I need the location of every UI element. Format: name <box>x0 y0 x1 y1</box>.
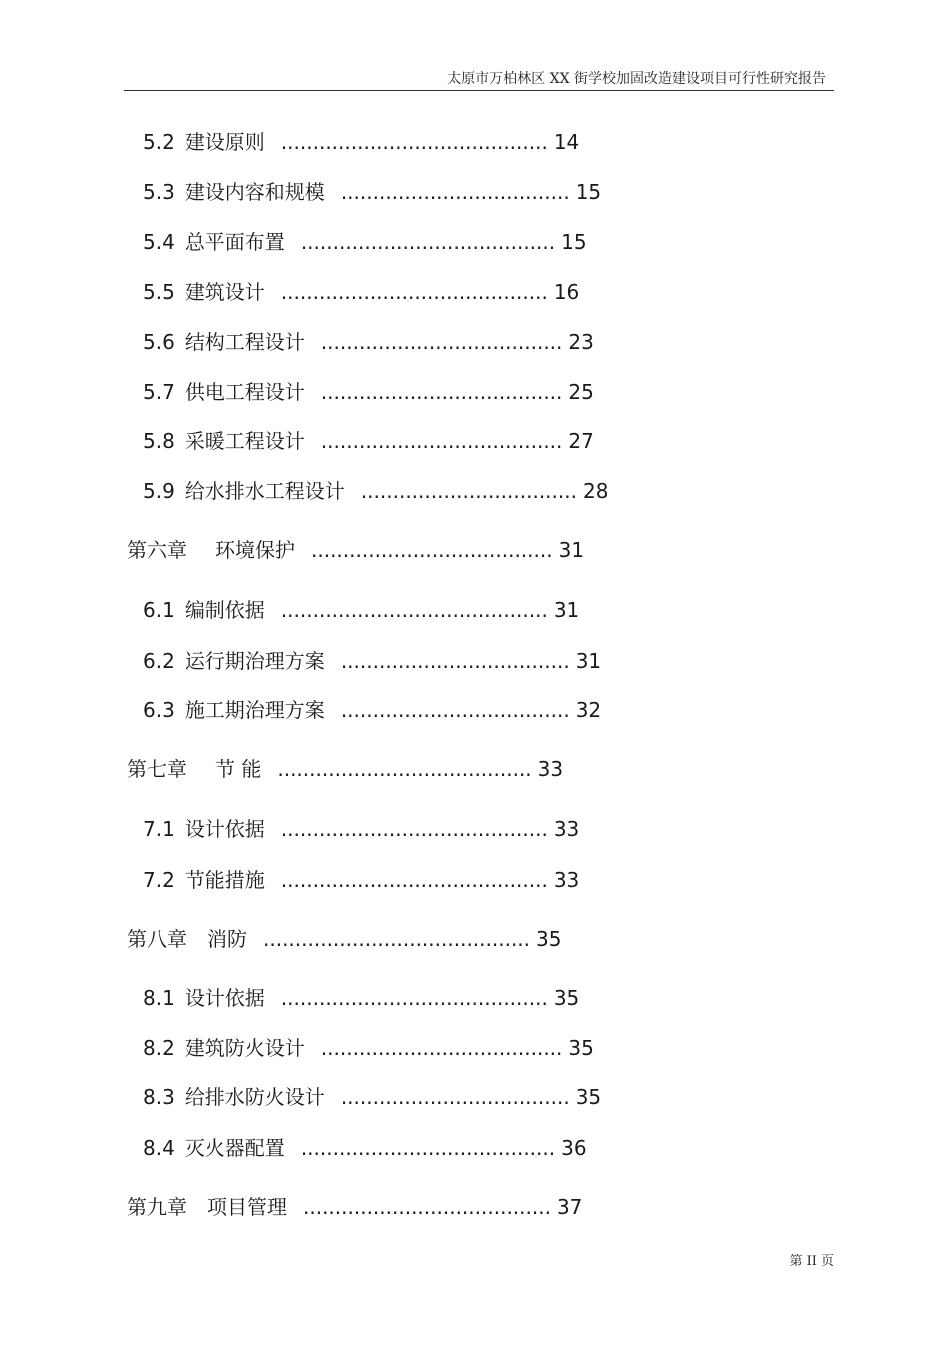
toc-chapter-7[interactable] <box>127 754 563 784</box>
toc-label: 采暖工程设计 <box>184 429 305 453</box>
toc-entry-5-5[interactable] <box>143 277 579 307</box>
toc-entry-7-2[interactable] <box>143 865 579 895</box>
toc-leader-dots: .......................................... <box>280 280 548 304</box>
toc-number: 7.2 <box>143 868 175 892</box>
toc-label: 设计依据 <box>184 986 265 1010</box>
toc-entry-8-3[interactable] <box>143 1082 601 1112</box>
toc-label: 给排水防火设计 <box>184 1085 325 1109</box>
toc-entry-5-8[interactable] <box>143 426 594 456</box>
toc-chapter-title: 环境保护 <box>215 538 295 562</box>
toc-leader-dots: ...................................... <box>320 380 563 404</box>
toc-entry-7-1[interactable] <box>143 814 579 844</box>
toc-page-number: 15 <box>575 180 602 204</box>
toc-leader-dots: ....................................... <box>303 1195 551 1219</box>
toc-number: 8.1 <box>143 986 175 1010</box>
toc-page-number: 27 <box>568 429 594 453</box>
toc-entry-5-6[interactable] <box>143 327 594 357</box>
toc-number: 8.3 <box>143 1085 175 1109</box>
toc-number: 8.4 <box>143 1136 175 1160</box>
header-title: 太原市万柏林区 XX 街学校加固改造建设项目可行性研究报告 <box>447 71 826 87</box>
toc-label: 设计依据 <box>184 817 265 841</box>
toc-label: 运行期治理方案 <box>184 649 325 673</box>
toc-page-number: 32 <box>575 698 602 722</box>
toc-chapter-title: 项目管理 <box>207 1195 287 1219</box>
toc-number: 5.5 <box>143 280 175 304</box>
toc-page-number: 35 <box>536 927 562 951</box>
toc-leader-dots: ...................................... <box>320 1036 563 1060</box>
toc-leader-dots: ...................................... <box>311 538 553 562</box>
toc-page-number: 33 <box>537 757 564 781</box>
toc-page-number: 31 <box>575 649 602 673</box>
toc-leader-dots: .......................................... <box>263 927 531 951</box>
toc-number: 5.6 <box>143 330 175 354</box>
toc-entry-5-3[interactable] <box>143 177 601 207</box>
toc-label: 编制依据 <box>184 598 265 622</box>
toc-entry-6-1[interactable] <box>143 595 579 625</box>
toc-leader-dots: ........................................ <box>300 230 556 254</box>
toc-entry-8-2[interactable] <box>143 1033 594 1063</box>
toc-entry-5-7[interactable] <box>143 377 594 407</box>
toc-entry-5-4[interactable] <box>143 227 587 257</box>
toc-page-number: 23 <box>568 330 594 354</box>
toc-number: 5.3 <box>143 180 175 204</box>
toc-leader-dots: ...................................... <box>320 429 563 453</box>
toc-leader-dots: .................................... <box>340 698 570 722</box>
toc-leader-dots: .................................... <box>340 649 570 673</box>
toc-number: 7.1 <box>143 817 175 841</box>
toc-entry-8-1[interactable] <box>143 983 579 1013</box>
toc-chapter-6[interactable] <box>127 535 584 565</box>
toc-leader-dots: ...................................... <box>320 330 563 354</box>
toc-page-number: 33 <box>553 817 580 841</box>
toc-entry-5-2[interactable] <box>143 127 579 157</box>
toc-page-number: 35 <box>568 1036 594 1060</box>
toc-chapter-number: 第八章 <box>127 927 187 951</box>
toc-number: 5.2 <box>143 130 175 154</box>
toc-leader-dots: .......................................... <box>280 130 548 154</box>
toc-number: 6.3 <box>143 698 175 722</box>
toc-number: 6.1 <box>143 598 175 622</box>
toc-label: 灭火器配置 <box>184 1136 285 1160</box>
toc-chapter-title: 消防 <box>207 927 247 951</box>
toc-number: 8.2 <box>143 1036 175 1060</box>
toc-entry-8-4[interactable] <box>143 1133 587 1163</box>
toc-label: 施工期治理方案 <box>184 698 325 722</box>
toc-number: 5.4 <box>143 230 175 254</box>
page-footer: 第 II 页 <box>789 1254 834 1269</box>
toc-number: 5.9 <box>143 479 175 503</box>
toc-label: 给水排水工程设计 <box>184 479 345 503</box>
toc-leader-dots: ........................................ <box>300 1136 556 1160</box>
toc-number: 5.8 <box>143 429 175 453</box>
toc-page-number: 31 <box>558 538 585 562</box>
toc-leader-dots: ........................................ <box>277 757 532 781</box>
toc-entry-6-3[interactable] <box>143 695 601 725</box>
toc-page-number: 25 <box>568 380 594 404</box>
toc-leader-dots: .................................. <box>360 479 577 503</box>
toc-chapter-number: 第六章 <box>127 538 187 562</box>
toc-page-number: 16 <box>553 280 580 304</box>
toc-leader-dots: .......................................... <box>280 868 548 892</box>
toc-chapter-8[interactable] <box>127 924 561 954</box>
toc-label: 总平面布置 <box>184 230 285 254</box>
toc-page-number: 35 <box>553 986 580 1010</box>
toc-label: 建筑防火设计 <box>184 1036 305 1060</box>
toc-number: 6.2 <box>143 649 175 673</box>
toc-label: 结构工程设计 <box>184 330 305 354</box>
page-header <box>124 66 834 91</box>
toc-chapter-number: 第九章 <box>127 1195 187 1219</box>
toc-page-number: 31 <box>553 598 580 622</box>
toc-page-number: 36 <box>561 1136 587 1160</box>
toc-page-number: 15 <box>561 230 587 254</box>
toc-label: 建设内容和规模 <box>184 180 325 204</box>
toc-leader-dots: .......................................... <box>280 817 548 841</box>
toc-leader-dots: .................................... <box>340 1085 570 1109</box>
toc-chapter-9[interactable] <box>127 1192 582 1222</box>
toc-page-number: 33 <box>553 868 580 892</box>
toc-label: 建筑设计 <box>184 280 265 304</box>
toc-leader-dots: .......................................... <box>280 598 548 622</box>
toc-leader-dots: .................................... <box>340 180 570 204</box>
toc-chapter-number: 第七章 <box>127 757 187 781</box>
toc-entry-6-2[interactable] <box>143 646 601 676</box>
toc-label: 建设原则 <box>184 130 265 154</box>
toc-page-number: 37 <box>556 1195 583 1219</box>
toc-page-number: 14 <box>553 130 580 154</box>
toc-leader-dots: .......................................... <box>280 986 548 1010</box>
toc-label: 供电工程设计 <box>184 380 305 404</box>
toc-chapter-title: 节 能 <box>215 757 262 781</box>
toc-label: 节能措施 <box>184 868 265 892</box>
toc-entry-5-9[interactable] <box>143 476 608 506</box>
toc-page-number: 28 <box>582 479 609 503</box>
toc-page-number: 35 <box>575 1085 602 1109</box>
toc-number: 5.7 <box>143 380 175 404</box>
